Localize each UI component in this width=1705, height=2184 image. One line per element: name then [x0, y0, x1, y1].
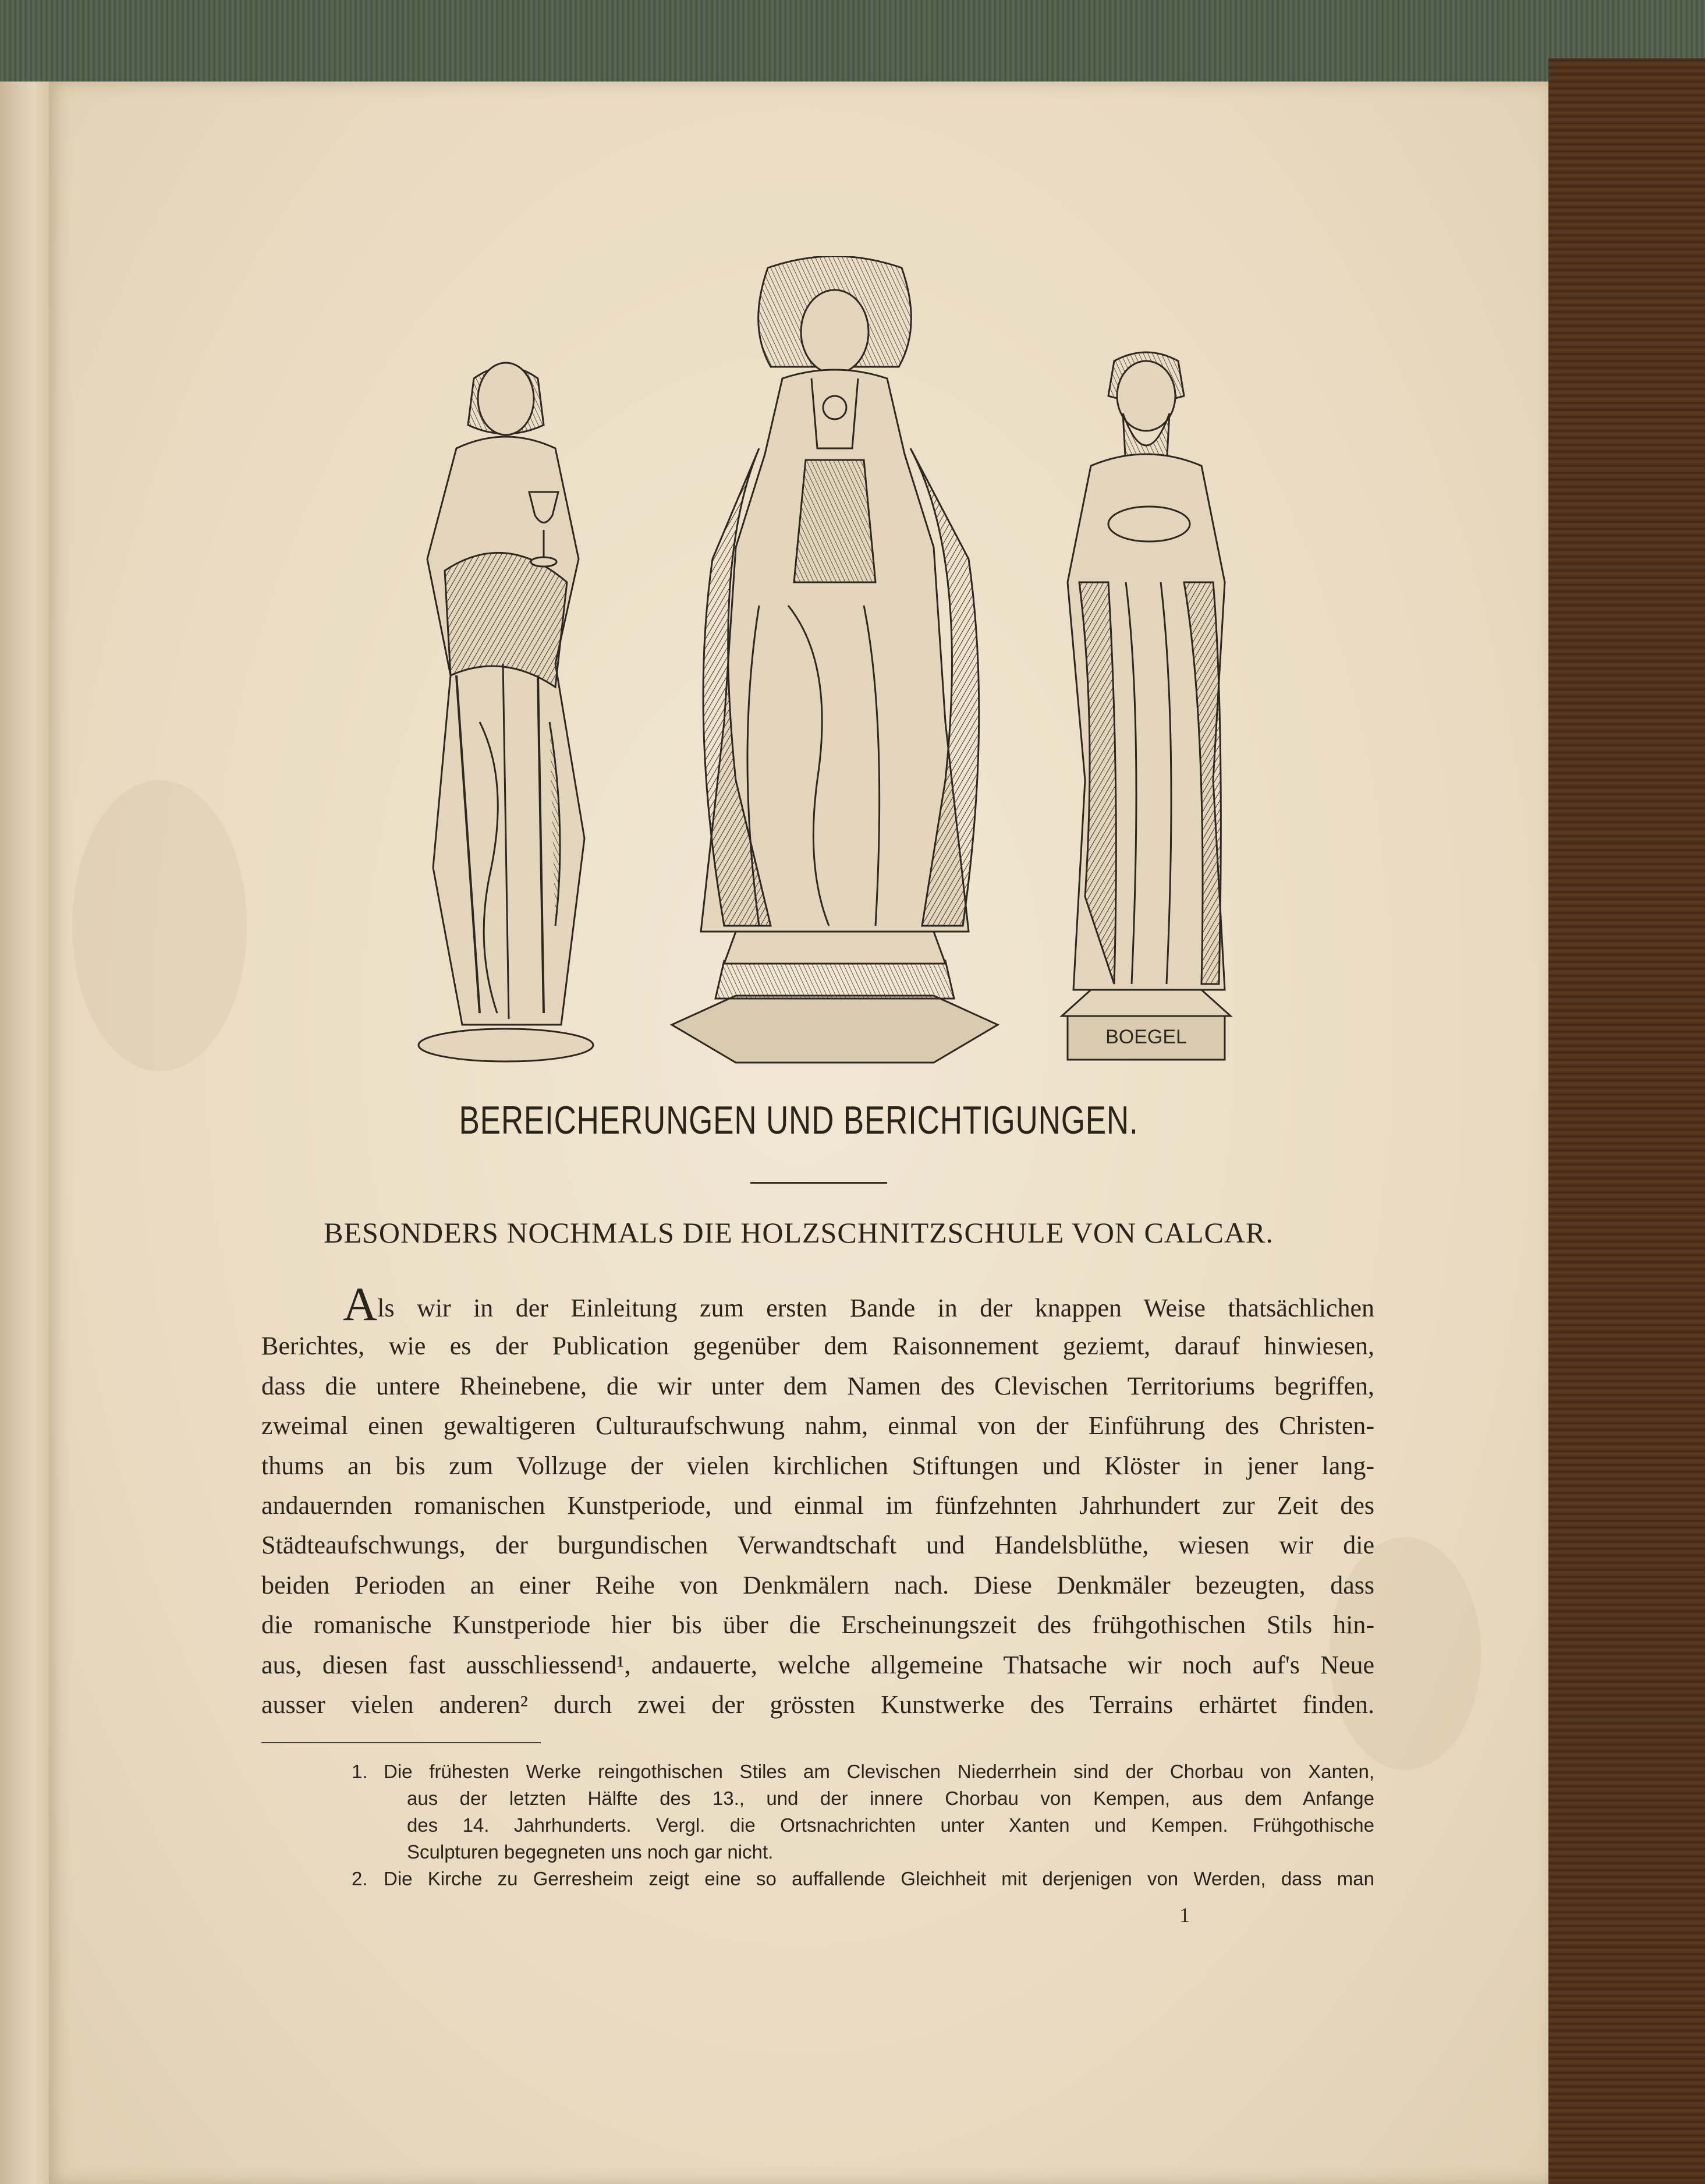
cover-top-edge [0, 0, 1705, 82]
body-line: zweimal einen gewaltigeren Culturaufschwung nahm, einmal von der Einführung des Christen- [261, 1411, 1374, 1440]
middle-statue [672, 256, 998, 1063]
cover-right-edge [1548, 58, 1705, 2184]
previous-page-edge [0, 82, 49, 2184]
body-line: dass die untere Rheinebene, die wir unter dem Namen des Clevischen Territoriums begriffen, [261, 1371, 1374, 1400]
footnote-line: Die Kirche zu Gerresheim zeigt eine so auffallende Gleichheit mit derjenigen von Werden, dass man [384, 1868, 1374, 1889]
plinth-inscription: BOEGEL [1105, 1026, 1187, 1048]
body-line: ausser vielen anderen² durch zwei der grössten Kunstwerke des Terrains erhärtet finden. [261, 1690, 1374, 1719]
body-line: Städteaufschwungs, der burgundischen Verwandtschaft und Handelsblüthe, wiesen wir die [261, 1531, 1374, 1560]
footnote-number: 2. [352, 1868, 368, 1889]
body-line: thums an bis zum Vollzuge der vielen kirchlichen Stiftungen und Klöster in jener lang- [261, 1451, 1374, 1480]
footnote-divider [261, 1742, 541, 1743]
body-line: aus, diesen fast ausschliessend¹, andauerte, welche allgemeine Thatsache wir noch auf's Neue [261, 1650, 1374, 1679]
body-line: andauernden romanischen Kunstperiode, und einmal im fünfzehnten Jahrhundert zur Zeit des [261, 1491, 1374, 1520]
footnote-line: Sculpturen begegneten uns noch gar nicht. [407, 1841, 774, 1863]
page-title: BEREICHERUNGEN UND BERICHTIGUNGEN. [459, 1098, 1139, 1142]
footnote-number: 1. [352, 1761, 368, 1782]
drop-cap: A [343, 1277, 378, 1330]
body-line: Als wir in der Einleitung zum ersten Bande in der knappen Weise thatsächlichen [343, 1277, 1374, 1330]
right-statue [1062, 352, 1231, 1060]
paper-stain [72, 780, 247, 1071]
footnote-line: Die frühesten Werke reingothischen Stiles am Clevischen Niederrhein sind der Chorbau von Xanten, [384, 1761, 1374, 1782]
body-paragraph [261, 1277, 1374, 1725]
footnote-2 [352, 1866, 1374, 1892]
statues-engraving [410, 256, 1260, 1071]
section-heading: BESONDERS NOCHMALS DIE HOLZSCHNITZSCHULE VON CALCAR. [324, 1216, 1274, 1249]
body-line: beiden Perioden an einer Reihe von Denkmälern nach. Diese Denkmäler bezeugten, dass [261, 1570, 1374, 1599]
footnote-line: des 14. Jahrhunderts. Vergl. die Ortsnachrichten unter Xanten und Kempen. Frühgothische [407, 1814, 1374, 1836]
body-line: die romanische Kunstperiode hier bis über die Erscheinungszeit des frühgothischen Stils hin- [261, 1610, 1374, 1640]
title-divider [750, 1182, 887, 1184]
page-number: 1 [1179, 1903, 1190, 1927]
footnotes [352, 1758, 1374, 1892]
body-line: Berichtes, wie es der Publication gegenüber dem Raisonnement geziemt, darauf hinwiesen, [261, 1332, 1374, 1361]
footnote-1 [352, 1758, 1374, 1866]
book-page [49, 82, 1548, 2184]
footnote-line: aus der letzten Hälfte des 13., und der innere Chorbau von Kempen, aus dem Anfange [407, 1787, 1374, 1809]
left-statue [419, 363, 593, 1061]
